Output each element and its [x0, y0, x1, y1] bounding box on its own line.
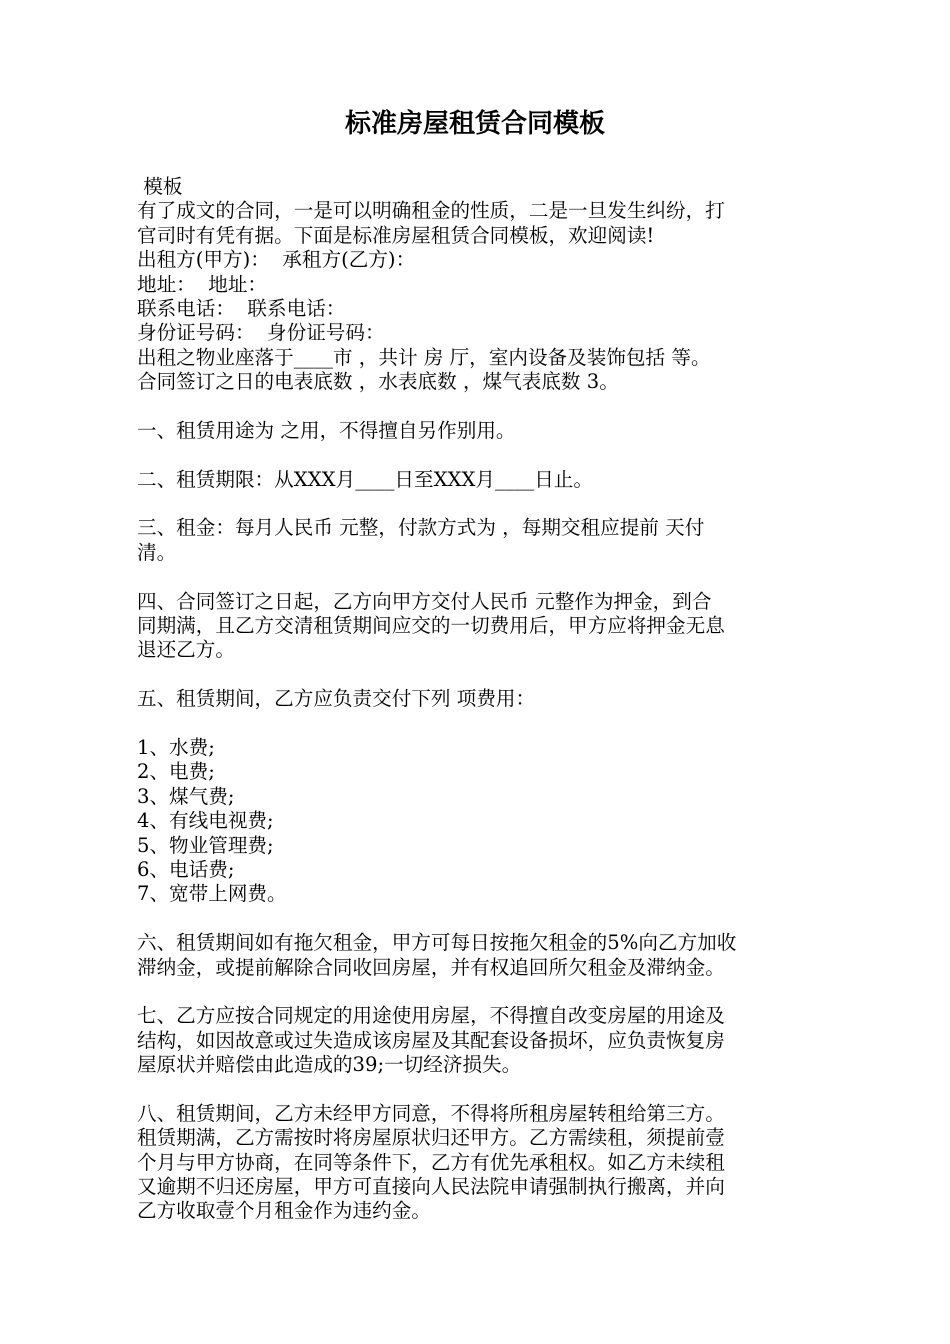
- text-line: 八、租赁期间，乙方未经甲方同意，不得将所租房屋转租给第三方。: [137, 1101, 725, 1125]
- blank-line: [137, 565, 817, 589]
- text-line: 7、宽带上网费。: [137, 882, 287, 906]
- text-line: 出租之物业座落于____市 ，共计 房 厅，室内设备及装饰包括 等。: [137, 345, 711, 369]
- blank-line: [137, 907, 817, 931]
- text-line: 三、租金：每月人民币 元整，付款方式为 ，每期交租应提前 天付: [137, 516, 705, 540]
- blank-line: [137, 443, 817, 467]
- text-line: 二、租赁期限：从XXX月____日至XXX月____日止。: [137, 467, 593, 491]
- text-line: 又逾期不归还房屋，甲方可直接向人民法院申请强制执行搬离，并向: [137, 1175, 725, 1199]
- text-line: 出租方(甲方)： 承租方(乙方)：: [137, 248, 416, 272]
- text-line: 模板: [137, 175, 183, 198]
- text-line: 地址： 地址：: [137, 272, 268, 296]
- text-line: 身份证号码： 身份证号码：: [137, 321, 385, 345]
- text-line: 乙方收取壹个月租金作为违约金。: [137, 1199, 431, 1223]
- text-line: 同期满，且乙方交清租赁期间应交的一切费用后，甲方应将押金无息: [137, 614, 725, 638]
- text-line: 租赁期满，乙方需按时将房屋原状归还甲方。乙方需续租，须提前壹: [137, 1126, 725, 1150]
- text-line: 四、合同签订之日起，乙方向甲方交付人民币 元整作为押金，到合: [137, 589, 712, 613]
- text-line: 个月与甲方协商，在同等条件下，乙方有优先承租权。如乙方未续租: [137, 1150, 725, 1174]
- text-line: 4、有线电视费;: [137, 809, 274, 833]
- text-line: 滞纳金，或提前解除合同收回房屋，并有权追回所欠租金及滞纳金。: [137, 955, 725, 979]
- text-line: 1、水费;: [137, 735, 215, 759]
- text-line: 五、租赁期间，乙方应负责交付下列 项费用：: [137, 687, 536, 711]
- blank-line: [137, 712, 817, 736]
- text-line: 3、煤气费;: [137, 784, 235, 808]
- document-body: [137, 175, 817, 1224]
- text-line: 结构，如因故意或过失造成该房屋及其配套设备损坏，应负责恢复房: [137, 1028, 725, 1052]
- text-line: 联系电话： 联系电话：: [137, 296, 346, 320]
- text-line: 2、电费;: [137, 760, 215, 784]
- blank-line: [137, 395, 817, 419]
- blank-line: [137, 1077, 817, 1101]
- text-line: 屋原状并赔偿由此造成的39;一切经济损失。: [137, 1053, 522, 1077]
- document-title: 标准房屋租赁合同模板: [344, 109, 605, 139]
- text-line: 一、租赁用途为 之用，不得擅自另作别用。: [137, 418, 516, 442]
- text-line: 官司时有凭有据。下面是标准房屋租赁合同模板，欢迎阅读!: [137, 223, 655, 247]
- text-line: 七、乙方应按合同规定的用途使用房屋，不得擅自改变房屋的用途及: [137, 1004, 725, 1028]
- text-line: 有了成文的合同，一是可以明确租金的性质，二是一旦发生纠纷，打: [137, 199, 725, 223]
- text-line: 6、电话费;: [137, 857, 235, 881]
- blank-line: [137, 663, 817, 687]
- text-line: 5、物业管理费;: [137, 833, 274, 857]
- blank-line: [137, 980, 817, 1004]
- text-line: 合同签订之日的电表底数 ，水表底数 ，煤气表底数 3。: [137, 370, 619, 394]
- text-line: 六、租赁期间如有拖欠租金，甲方可每日按拖欠租金的5%向乙方加收: [137, 931, 737, 955]
- text-line: 清。: [137, 540, 177, 564]
- blank-line: [137, 492, 817, 516]
- text-line: 退还乙方。: [137, 638, 235, 662]
